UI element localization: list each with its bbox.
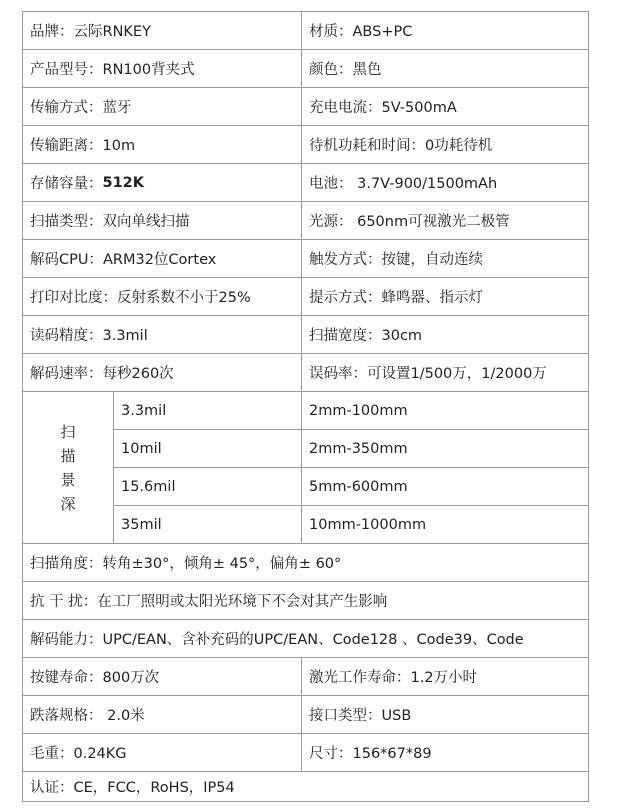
cpu-text: 解码CPU：ARM32位Cortex — [30, 252, 217, 268]
dof-mil-cell — [113, 505, 302, 544]
scan-width-cell — [301, 315, 589, 354]
dof-range: 2mm-100mm — [309, 402, 408, 419]
transfer-mode-cell — [22, 87, 302, 126]
drop-spec-text: 跌落规格： 2.0米 — [30, 708, 145, 724]
battery-text: 电池： 3.7V-900/1500mAh — [309, 176, 498, 192]
transfer-mode-text: 传输方式：蓝牙 — [30, 100, 132, 116]
laser-life-text: 激光工作寿命：1.2万小时 — [309, 670, 478, 686]
key-life-text: 按键寿命：800万次 — [30, 670, 160, 686]
charge-current-cell — [301, 87, 589, 126]
dof-char: 深 — [60, 494, 76, 513]
precision-cell — [22, 315, 302, 354]
depth-of-field-label — [60, 420, 75, 516]
dof-mil-cell — [113, 467, 302, 506]
weight-text: 毛重：0.24KG — [30, 746, 127, 762]
scan-angle-text: 扫描角度：转角±30°，倾角± 45°，偏角± 60° — [30, 556, 342, 572]
precision-text: 读码精度：3.3mil — [30, 328, 148, 344]
color-text: 颜色：黑色 — [309, 62, 382, 78]
battery-cell — [301, 163, 589, 202]
spec-table — [22, 11, 589, 802]
error-rate-cell — [301, 353, 589, 392]
cpu-cell — [22, 239, 302, 278]
dof-range: 2mm-350mm — [309, 440, 408, 457]
brand-text: 品牌：云际RNKEY — [30, 24, 151, 40]
interface-cell — [301, 695, 589, 734]
dof-range-cell — [301, 467, 589, 506]
dof-mil: 3.3mil — [121, 402, 167, 419]
material-cell — [301, 11, 589, 50]
trigger-cell — [301, 239, 589, 278]
dof-range: 5mm-600mm — [309, 478, 408, 495]
scan-type-text: 扫描类型：双向单线扫描 — [30, 214, 190, 230]
standby-text: 待机功耗和时间：0功耗待机 — [309, 138, 493, 154]
scan-angle-cell — [22, 543, 589, 582]
dof-range: 10mm-1000mm — [309, 516, 427, 533]
dof-char: 扫 — [60, 422, 76, 441]
light-source-cell — [301, 201, 589, 240]
size-cell — [301, 733, 589, 772]
dof-char: 描 — [60, 446, 76, 465]
dof-mil: 10mil — [121, 440, 162, 457]
interference-text: 抗 干 扰：在工厂照明或太阳光环境下不会对其产生影响 — [30, 594, 388, 610]
storage-value: 512K — [102, 174, 145, 191]
dof-char: 景 — [60, 470, 76, 489]
material-text: 材质：ABS+PC — [309, 24, 413, 40]
dof-mil: 35mil — [121, 516, 162, 533]
laser-life-cell — [301, 657, 589, 696]
dof-mil: 15.6mil — [121, 478, 176, 495]
color-cell — [301, 49, 589, 88]
dof-mil-cell — [113, 391, 302, 430]
model-text: 产品型号：RN100背夹式 — [30, 62, 195, 78]
storage-label: 存储容量： — [30, 176, 103, 192]
contrast-cell — [22, 277, 302, 316]
size-text: 尺寸：156*67*89 — [309, 746, 432, 762]
model-cell — [22, 49, 302, 88]
decode-ability-text: 解码能力：UPC/EAN、含补充码的UPC/EAN、Code128 、Code39、Code — [30, 632, 524, 648]
prompt-cell — [301, 277, 589, 316]
drop-spec-cell — [22, 695, 302, 734]
dof-range-cell — [301, 429, 589, 468]
key-life-cell — [22, 657, 302, 696]
error-rate-text: 误码率：可设置1/500万，1/2000万 — [309, 366, 547, 382]
charge-current-text: 充电电流：5V-500mA — [309, 100, 457, 116]
brand-cell — [22, 11, 302, 50]
scan-width-text: 扫描宽度：30cm — [309, 328, 423, 344]
interface-text: 接口类型：USB — [309, 708, 412, 724]
dof-mil-cell — [113, 429, 302, 468]
prompt-text: 提示方式：蜂鸣器、指示灯 — [309, 290, 483, 306]
decode-speed-text: 解码速率：每秒260次 — [30, 366, 174, 382]
trigger-text: 触发方式：按键，自动连续 — [309, 252, 483, 268]
transfer-distance-cell — [22, 125, 302, 164]
contrast-text: 打印对比度：反射系数不小于25% — [30, 290, 251, 306]
standby-cell — [301, 125, 589, 164]
transfer-distance-text: 传输距离：10m — [30, 138, 136, 154]
interference-cell — [22, 581, 589, 620]
storage-cell — [22, 163, 302, 202]
dof-range-cell — [301, 391, 589, 430]
light-source-text: 光源： 650nm可视激光二极管 — [309, 214, 510, 230]
scan-type-cell — [22, 201, 302, 240]
certification-text: 认证：CE，FCC，RoHS，IP54 — [30, 780, 235, 796]
dof-range-cell — [301, 505, 589, 544]
certification-cell — [22, 771, 589, 802]
decode-ability-cell — [22, 619, 589, 658]
depth-of-field-label-cell — [22, 391, 114, 544]
decode-speed-cell — [22, 353, 302, 392]
weight-cell — [22, 733, 302, 772]
